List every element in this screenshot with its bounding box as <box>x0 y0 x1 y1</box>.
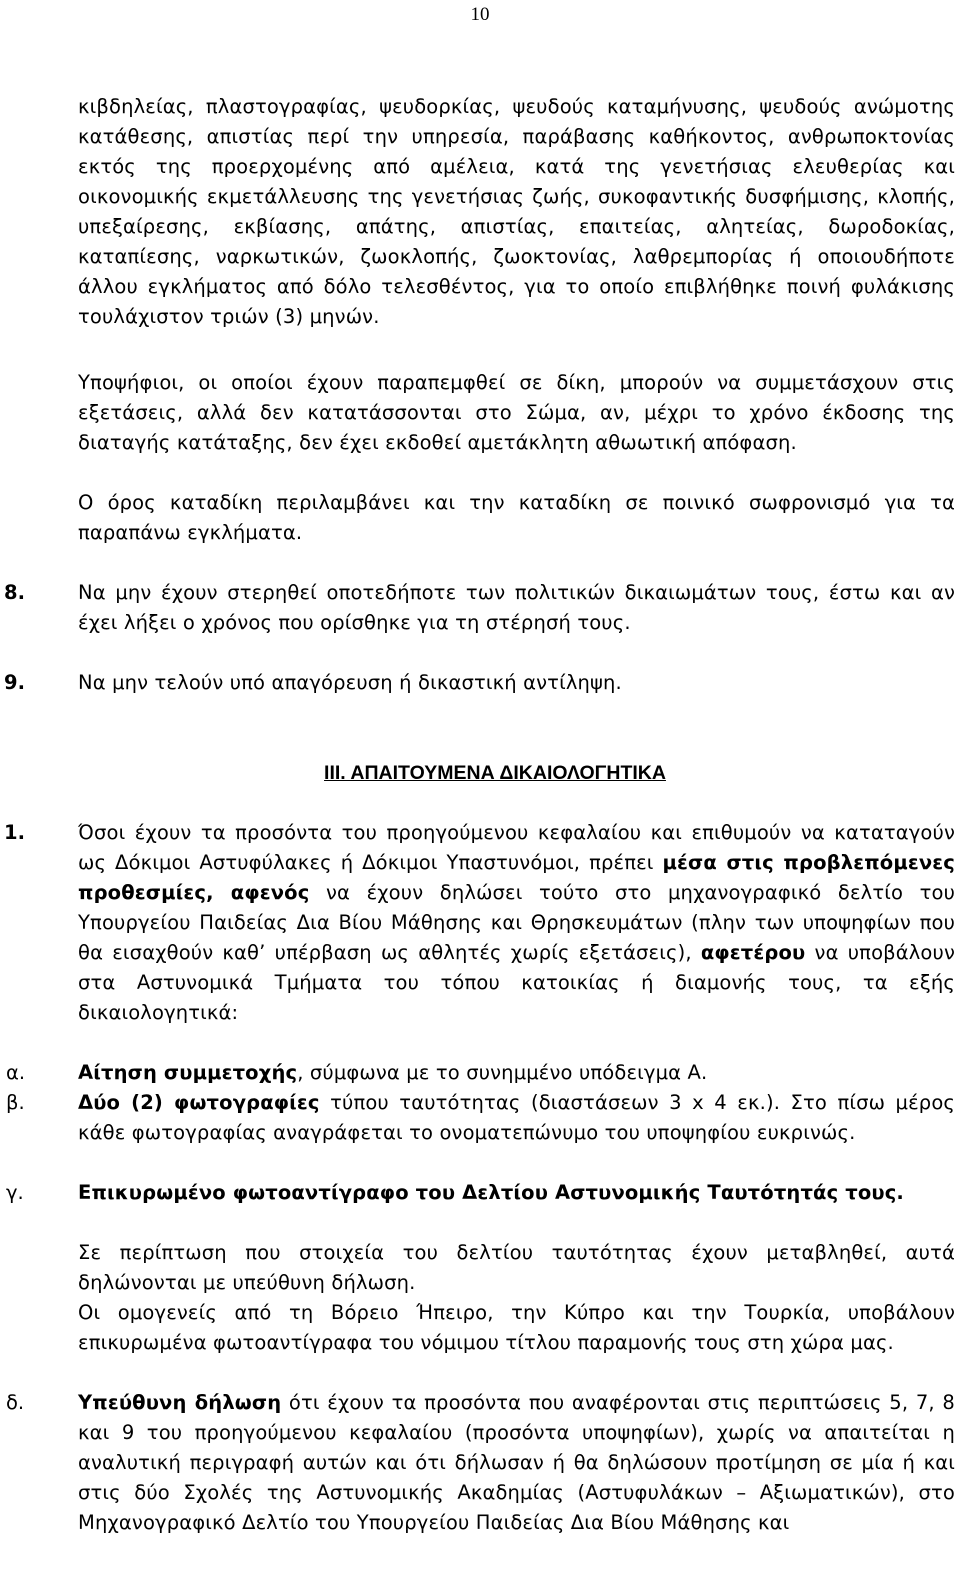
sub-c-paragraph-2: Οι ομογενείς από τη Βόρειο Ήπειρο, την Κύπρο και την Τουρκία, υποβάλουν επικυρωμένα φωτοαντίγραφα του νόμιμου τίτλου παραμονής τους στη χώρα μας. <box>78 1301 955 1354</box>
sub-b-text: Δύο (2) φωτογραφίες τύπου ταυτότητας (διαστάσεων 3 x 4 εκ.). Στο πίσω μέρος κάθε φωτογραφίας αναγράφεται το ονοματεπώνυμο του υποψηφίου ευκρινώς. <box>78 1091 955 1144</box>
section-heading: ΙΙΙ. ΑΠΑΙΤΟΥΜΕΝΑ ΔΙΚΑΙΟΛΟΓΗΤΙΚΑ <box>324 762 666 784</box>
sub-a-text: Αίτηση συμμετοχής, σύμφωνα με το συνημμένο υπόδειγμα Α. <box>78 1061 708 1084</box>
item-1-number: 1. <box>4 821 25 844</box>
page-number: 10 <box>470 4 490 25</box>
item-9-number: 9. <box>4 671 25 694</box>
sub-c-letter: γ. <box>6 1181 24 1204</box>
sub-d-letter: δ. <box>6 1391 25 1414</box>
item-1-text: Όσοι έχουν τα προσόντα του προηγούμενου κεφαλαίου και επιθυμούν να καταταγούν ως Δόκιμοι Αστυφύλακες ή Δόκιμοι Υπαστυνόμοι, πρέπει μέσα στις προβλεπόμενες προθεσμίες, αφενός να έχουν δηλώσει τούτο στο μηχανογραφικό δελτίο του Υπουργείου Παιδείας Δια Βίου Μάθησης και Θρησκευμάτων (πλην των υποψηφίων που θα εισαχθούν καθ’ υπέρβαση ως αθλητές χωρίς εξετάσεις), αφετέρου να υποβάλουν στα Αστυνομικά Τμήματα του τόπου κατοικίας ή διαμονής τους, τα εξής δικαιολογητικά: <box>78 821 955 1024</box>
sub-c-title: Επικυρωμένο φωτοαντίγραφο του Δελτίου Αστυνομικής Ταυτότητάς τους. <box>78 1181 904 1204</box>
item-8-text: Να μην έχουν στερηθεί οποτεδήποτε των πολιτικών δικαιωμάτων τους, έστω και αν έχει λήξει ο χρόνος που ορίσθηκε για τη στέρησή τους. <box>78 581 955 634</box>
sub-b-letter: β. <box>6 1091 25 1114</box>
paragraph-conviction-term: Ο όρος καταδίκη περιλαμβάνει και την καταδίκη σε ποινικό σωφρονισμό για τα παραπάνω εγκλήματα. <box>78 491 955 544</box>
item-8-number: 8. <box>4 581 25 604</box>
paragraph-offenses: κιβδηλείας, πλαστογραφίας, ψευδορκίας, ψευδούς καταμήνυσης, ψευδούς ανώμοτης κατάθεσης, απιστίας περί την υπηρεσία, παράβασης καθήκοντος, ανθρωποκτονίας εκτός της προερχομένης από αμέλεια, κατά της γενετήσιας ελευθερίας και οικονομικής εκμετάλλευσης της γενετήσιας ζωής, συκοφαντικής δυσφήμισης, κλοπής, υπεξαίρεσης, εκβίασης, απάτης, απιστίας, επαιτείας, αλητείας, δωροδοκίας, καταπίεσης, ναρκωτικών, ζωοκλοπής, ζωοκτονίας, λαθρεμπορίας ή οποιουδήποτε άλλου εγκλήματος από δόλο τελεσθέντος, για το οποίο επιβλήθηκε ποινή φυλάκισης τουλάχιστον τριών (3) μηνών. <box>78 95 955 328</box>
sub-c-paragraph-1: Σε περίπτωση που στοιχεία του δελτίου ταυτότητας έχουν μεταβληθεί, αυτά δηλώνονται με υπεύθυνη δήλωση. <box>78 1241 955 1294</box>
sub-a-letter: α. <box>6 1061 26 1084</box>
paragraph-trial-candidates: Υποψήφιοι, οι οποίοι έχουν παραπεμφθεί σε δίκη, μπορούν να συμμετάσχουν στις εξετάσεις, αλλά δεν κατατάσσονται στο Σώμα, αν, μέχρι το χρόνο έκδοσης της διαταγής κατάταξης, δεν έχει εκδοθεί αμετάκλητη αθωωτική απόφαση. <box>78 371 955 454</box>
sub-d-text: Υπεύθυνη δήλωση ότι έχουν τα προσόντα που αναφέρονται στις περιπτώσεις 5, 7, 8 και 9 του προηγούμενου κεφαλαίου (προσόντα υποψηφίων), χωρίς να απαιτείται η αναλυτική περιγραφή αυτών και ότι δήλωσαν ή θα δηλώσουν προτίμηση σε μία ή και στις δύο Σχολές της Αστυνομικής Ακαδημίας (Αστυφυλάκων – Αξιωματικών), στο Μηχανογραφικό Δελτίο του Υπουργείου Παιδείας Δια Βίου Μάθησης και <box>78 1391 955 1534</box>
item-9-text: Να μην τελούν υπό απαγόρευση ή δικαστική αντίληψη. <box>78 671 622 694</box>
